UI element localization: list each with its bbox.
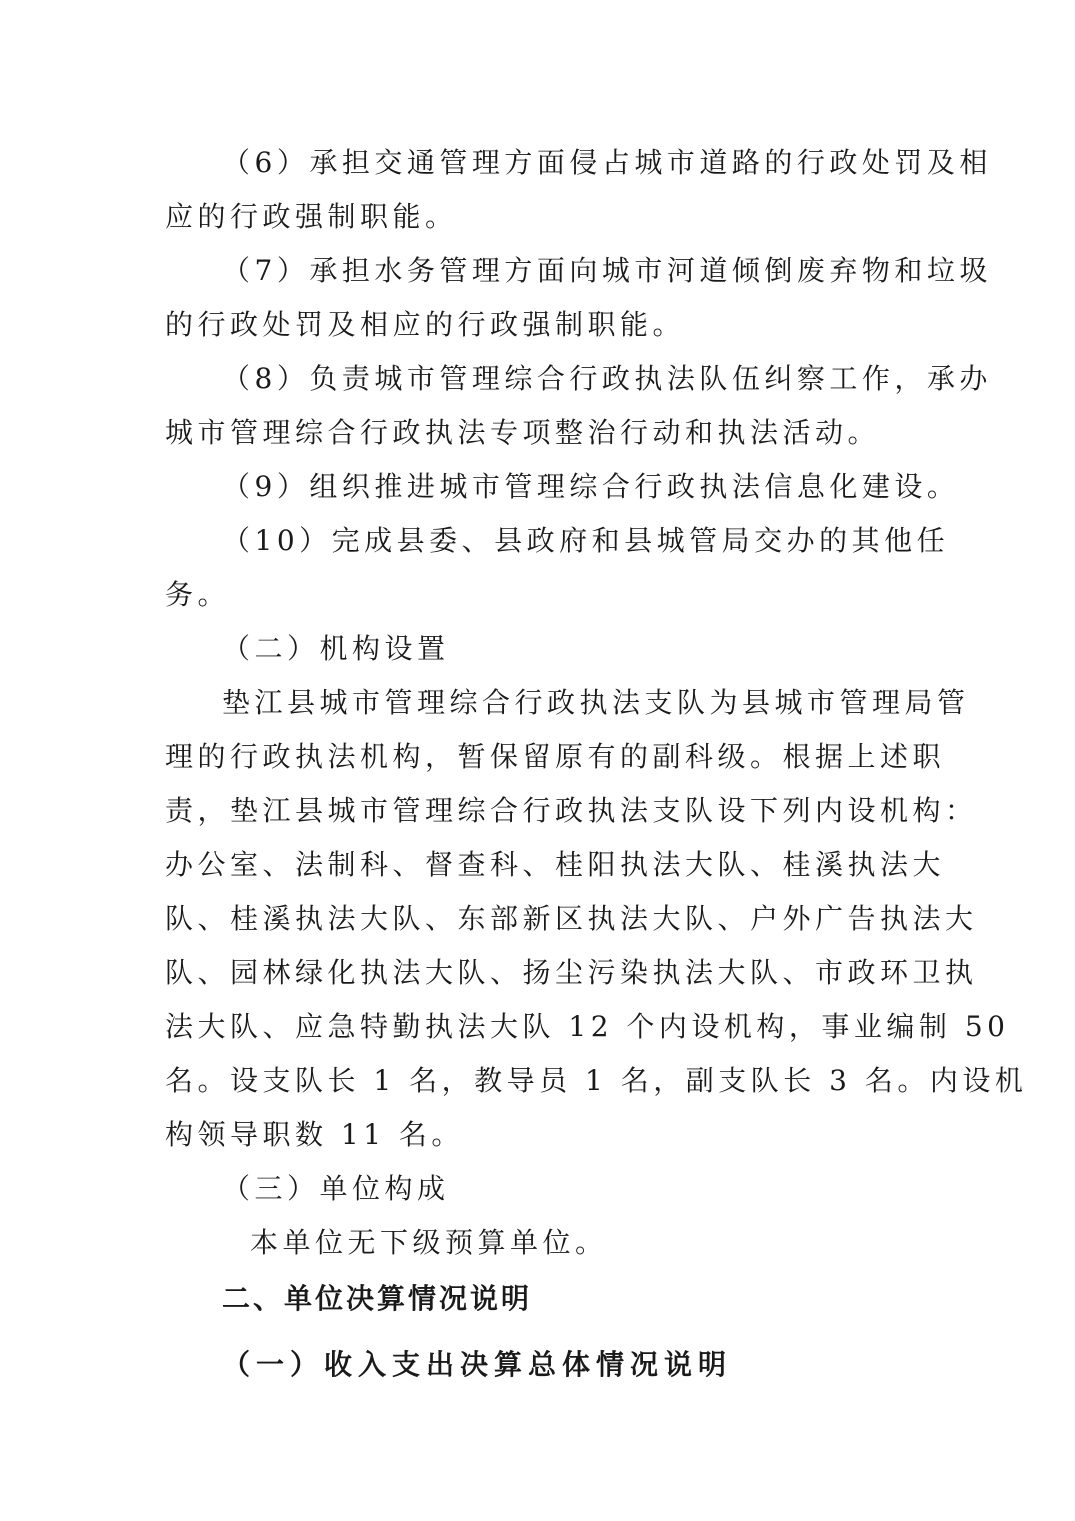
org-paragraph-line: 队、桂溪执法大队、东部新区执法大队、户外广告执法大 <box>165 902 978 935</box>
item-6-line-2: 应的行政强制职能。 <box>165 200 458 233</box>
org-paragraph-line: 垫江县城市管理综合行政执法支队为县城市管理局管 <box>222 686 970 719</box>
item-10-line-2: 务。 <box>165 578 231 611</box>
section-unit-body: 本单位无下级预算单位。 <box>250 1226 608 1259</box>
org-paragraph-line: 构领导职数 11 名。 <box>165 1118 464 1151</box>
item-6-line-1: （6）承担交通管理方面侵占城市道路的行政处罚及相 <box>222 146 992 179</box>
item-7-line-1: （7）承担水务管理方面向城市河道倾倒废弃物和垃圾 <box>222 254 992 287</box>
org-paragraph-line: 责，垫江县城市管理综合行政执法支队设下列内设机构： <box>165 794 978 827</box>
org-paragraph-line: 名。设支队长 1 名，教导员 1 名，副支队长 3 名。内设机 <box>165 1064 1028 1097</box>
org-paragraph-line: 办公室、法制科、督查科、桂阳执法大队、桂溪执法大 <box>165 848 946 881</box>
section-unit-heading: （三）单位构成 <box>222 1172 450 1205</box>
section-two-subheading: （一）收入支出决算总体情况说明 <box>222 1348 733 1381</box>
item-8-line-2: 城市管理综合行政执法专项整治行动和执法活动。 <box>165 416 881 449</box>
item-7-line-2: 的行政处罚及相应的行政强制职能。 <box>165 308 686 341</box>
item-10-line-1: （10）完成县委、县政府和县城管局交办的其他任 <box>222 524 950 557</box>
section-org-heading: （二）机构设置 <box>222 632 450 665</box>
org-paragraph-line: 理的行政执法机构，暂保留原有的副科级。根据上述职 <box>165 740 946 773</box>
section-two-heading: 二、单位决算情况说明 <box>222 1282 533 1315</box>
org-paragraph-line: 队、园林绿化执法大队、扬尘污染执法大队、市政环卫执 <box>165 956 978 989</box>
org-paragraph-line: 法大队、应急特勤执法大队 12 个内设机构，事业编制 50 <box>165 1010 1010 1043</box>
item-8-line-1: （8）负责城市管理综合行政执法队伍纠察工作，承办 <box>222 362 992 395</box>
item-9-line-1: （9）组织推进城市管理综合行政执法信息化建设。 <box>222 470 960 503</box>
